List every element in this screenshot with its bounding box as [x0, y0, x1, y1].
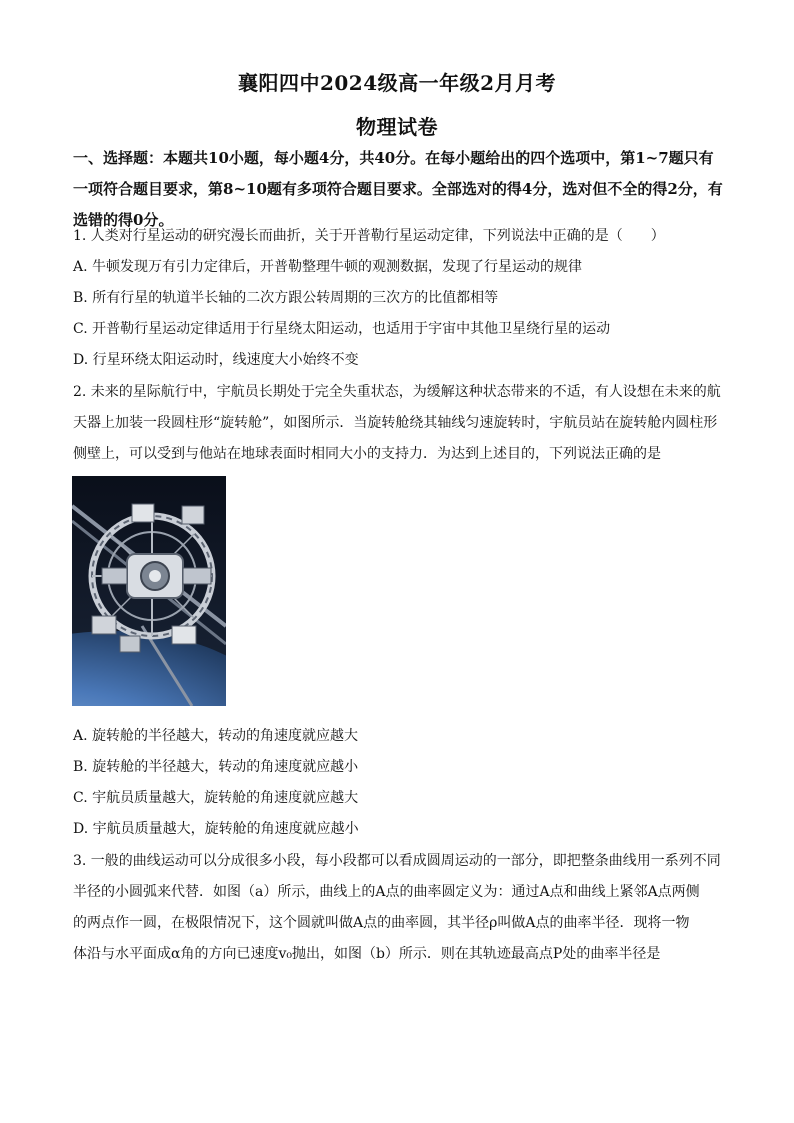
question-2-option-a: A. 旋转舱的半径越大，转动的角速度就应越大: [73, 728, 359, 744]
question-2-option-c: C. 宇航员质量越大，旋转舱的角速度就应越大: [73, 790, 359, 806]
question-1-stem: 1. 人类对行星运动的研究漫长而曲折，关于开普勒行星运动定律，下列说法中正确的是（ ）: [73, 228, 665, 244]
question-3-stem-line-2: 半径的小圆弧来代替．如图（a）所示，曲线上的A点的曲率圆定义为：通过A点和曲线上紧邻A点两侧: [73, 884, 700, 900]
space-station-photo: [72, 476, 226, 706]
question-1-option-a: A. 牛顿发现万有引力定律后，开普勒整理牛顿的观测数据，发现了行星运动的规律: [73, 259, 583, 275]
question-2-stem-line-2: 天器上加装一段圆柱形“旋转舱”，如图所示．当旋转舱绕其轴线匀速旋转时，宇航员站在旋转舱内圆柱形: [73, 415, 718, 431]
exam-subtitle: 物理试卷: [356, 115, 438, 139]
question-1-option-b: B. 所有行星的轨道半长轴的二次方跟公转周期的三次方的比值都相等: [73, 290, 499, 306]
question-1-option-c: C. 开普勒行星运动定律适用于行星绕太阳运动，也适用于宇宙中其他卫星绕行星的运动: [73, 321, 611, 337]
question-2-stem-line-3: 侧壁上，可以受到与他站在地球表面时相同大小的支持力．为达到上述目的，下列说法正确的是: [73, 446, 661, 462]
question-3-stem-line-1: 3. 一般的曲线运动可以分成很多小段，每小段都可以看成圆周运动的一部分，即把整条曲线用一系列不同: [73, 853, 721, 869]
question-2-option-b: B. 旋转舱的半径越大，转动的角速度就应越小: [73, 759, 359, 775]
question-2-stem-line-1: 2. 未来的星际航行中，宇航员长期处于完全失重状态，为缓解这种状态带来的不适，有人设想在未来的航: [73, 384, 721, 400]
space-station-illustration: [72, 476, 226, 706]
section-instructions: 一、选择题：本题共10小题，每小题4分，共40分。在每小题给出的四个选项中，第1~7题只有一项符合题目要求，第8~10题有多项符合题目要求。全部选对的得4分，选对但不全的得2分，有选错的得0分。: [73, 149, 723, 229]
question-3-stem-line-3: 的两点作一圆，在极限情况下，这个圆就叫做A点的曲率圆，其半径ρ叫做A点的曲率半径．现将一物: [73, 915, 690, 931]
question-3-stem-line-4: 体沿与水平面成α角的方向已速度v₀抛出，如图（b）所示．则在其轨迹最高点P处的曲率半径是: [73, 946, 661, 962]
question-2-option-d: D. 宇航员质量越大，旋转舱的角速度就应越小: [73, 821, 359, 837]
exam-title: 襄阳四中2024级高一年级2月月考: [237, 71, 557, 95]
question-1-option-d: D. 行星环绕太阳运动时，线速度大小始终不变: [73, 352, 359, 368]
